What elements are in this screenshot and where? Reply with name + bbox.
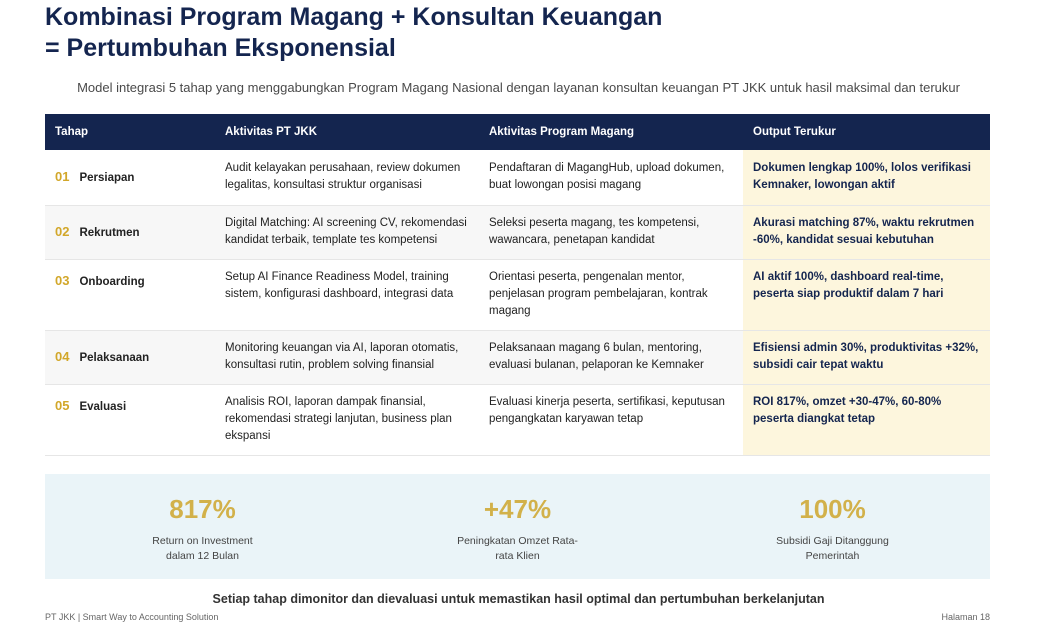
stage-number: 03 — [55, 272, 70, 288]
magang-activity-cell: Pelaksanaan magang 6 bulan, mentoring, evaluasi bulanan, pelaporan ke Kemnaker — [479, 330, 743, 384]
stage-cell — [45, 150, 215, 205]
output-cell: Efisiensi admin 30%, produktivitas +32%, subsidi cair tepat waktu — [743, 330, 990, 384]
closing-statement: Setiap tahap dimonitor dan dievaluasi untuk memastikan hasil optimal dan pertumbuhan berkelanjutan — [212, 592, 825, 606]
stage-number: 02 — [55, 223, 70, 239]
page-title — [45, 2, 845, 64]
stage-cell — [45, 259, 215, 330]
stage-name: Evaluasi — [79, 400, 127, 413]
table-row — [45, 330, 990, 384]
header-aktivitas-jkk: Aktivitas PT JKK — [215, 114, 479, 150]
table-header-row — [45, 114, 990, 150]
stat-value: +47% — [483, 494, 552, 524]
stage-name: Rekrutmen — [79, 226, 140, 239]
jkk-activity-cell: Analisis ROI, laporan dampak finansial, rekomendasi strategi lanjutan, business plan ekspansi — [215, 384, 479, 455]
jkk-activity-cell: Setup AI Finance Readiness Model, training sistem, konfigurasi dashboard, integrasi data — [215, 259, 479, 330]
magang-activity-cell: Orientasi peserta, pengenalan mentor, penjelasan program pembelajaran, kontrak magang — [479, 259, 743, 330]
table-row — [45, 384, 990, 455]
stat-label: Subsidi Gaji Ditanggung Pemerintah — [776, 535, 889, 562]
header-aktivitas-magang: Aktivitas Program Magang — [479, 114, 743, 150]
output-cell: ROI 817%, omzet +30-47%, 60-80% peserta diangkat tetap — [743, 384, 990, 455]
stage-number: 04 — [55, 348, 70, 364]
stage-cell — [45, 205, 215, 259]
page-subtitle: Model integrasi 5 tahap yang menggabungkan Program Magang Nasional dengan layanan konsultan keuangan PT JKK untuk hasil maksimal dan terukur — [77, 80, 960, 95]
page-title-line-2: = Pertumbuhan Eksponensial — [45, 34, 396, 62]
magang-activity-cell: Evaluasi kinerja peserta, sertifikasi, keputusan pengangkatan karyawan tetap — [479, 384, 743, 455]
stat-omzet — [360, 474, 675, 579]
stage-cell — [45, 330, 215, 384]
jkk-activity-cell: Monitoring keuangan via AI, laporan otomatis, konsultasi rutin, problem solving finansial — [215, 330, 479, 384]
footer-company: PT JKK | Smart Way to Accounting Solution — [45, 612, 219, 622]
stats-panel — [45, 474, 990, 579]
jkk-activity-cell: Audit kelayakan perusahaan, review dokumen legalitas, konsultasi struktur organisasi — [215, 150, 479, 205]
header-tahap: Tahap — [45, 114, 215, 150]
output-cell: Dokumen lengkap 100%, lolos verifikasi Kemnaker, lowongan aktif — [743, 150, 990, 205]
table-row — [45, 259, 990, 330]
header-output: Output Terukur — [743, 114, 990, 150]
output-cell: Akurasi matching 87%, waktu rekrutmen -60%, kandidat sesuai kebutuhan — [743, 205, 990, 259]
stat-roi — [45, 474, 360, 579]
stage-number: 01 — [55, 168, 70, 184]
page-title-line-1: Kombinasi Program Magang + Konsultan Keuangan — [45, 3, 663, 31]
stat-label: Peningkatan Omzet Rata-rata Klien — [457, 535, 578, 562]
stage-name: Onboarding — [79, 275, 145, 288]
jkk-activity-cell: Digital Matching: AI screening CV, rekomendasi kandidat terbaik, template tes kompetensi — [215, 205, 479, 259]
stage-cell — [45, 384, 215, 455]
stat-value: 100% — [799, 494, 866, 524]
stage-number: 05 — [55, 397, 70, 413]
stage-name: Pelaksanaan — [79, 351, 150, 364]
table-row — [45, 150, 990, 205]
stat-label: Return on Investment dalam 12 Bulan — [152, 535, 253, 562]
magang-activity-cell: Seleksi peserta magang, tes kompetensi, wawancara, penetapan kandidat — [479, 205, 743, 259]
output-cell: AI aktif 100%, dashboard real-time, peserta siap produktif dalam 7 hari — [743, 259, 990, 330]
table-row — [45, 205, 990, 259]
stat-value: 817% — [169, 494, 236, 524]
footer-page-number: Halaman 18 — [941, 612, 990, 622]
stage-name: Persiapan — [79, 171, 135, 184]
magang-activity-cell: Pendaftaran di MagangHub, upload dokumen, buat lowongan posisi magang — [479, 150, 743, 205]
stat-subsidi — [675, 474, 990, 579]
integration-table — [45, 114, 990, 456]
